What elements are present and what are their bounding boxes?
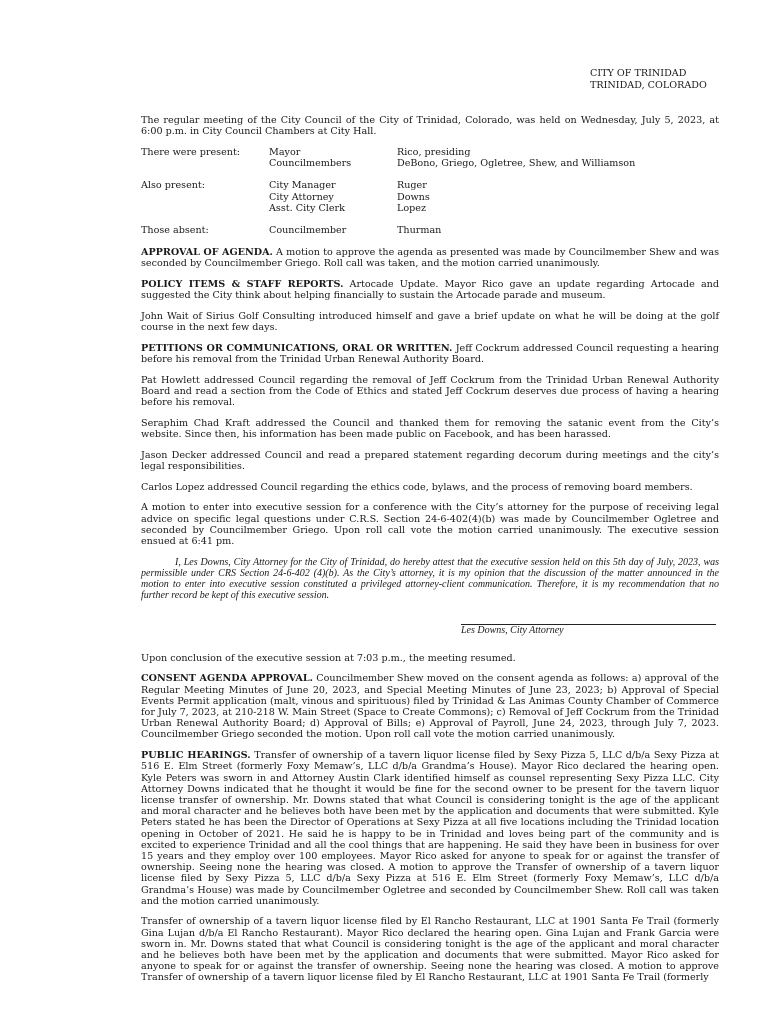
consent-agenda-text: Councilmember Shew moved on the consent agenda as follows: a) approval of the Regular Meeting Minutes of June 20, 2023, and Special Meeting Minutes of June 23, 2023; b) Approval of Special Events Permit application (malt, vinous and spirituous) filed by Trinidad & Las Animas County Chamber of Commerce for July 7, 2023, at 210-218 W. Main Street (Space to Create Commons); c) Removal of Jeff Cockrum from the Trinidad Urban Renewal Authority Board; d) Approval of Bills; e) Approval of Payroll, June 24, 2023, through July 7, 2023. Councilmember Griego seconded the motion. Upon roll call vote the motion carried unanimously. [141,673,719,741]
lopez-paragraph: Carlos Lopez addressed Council regarding the ethics code, bylaws, and the process of removing board members. [141,481,693,493]
attendance-row [141,147,719,158]
attendance-row [141,203,719,214]
attendance-label [141,158,269,169]
header-city: CITY OF TRINIDAD [590,68,687,79]
agenda-approval-text: A motion to approve the agenda as presented was made by Councilmember Shew and was seconded by Councilmember Griego. Roll call was taken, and the motion carried unanimously. [141,247,720,270]
executive-session-motion: A motion to enter into executive session for a conference with the City’s attorney for the purpose of receiving legal advice on specific legal questions under C.R.S. Section 24-6-402(4)(b) was made by Councilmember Ogletree and seconded by Councilmember Griego. Upon roll call vote the motion carried unanimously. The executive session ensued at 6:41 pm. [141,502,719,547]
policy-items-text: Artocade Update. Mayor Rico gave an update regarding Artocade and suggested the City think about helping financially to sustain the Artocade parade and museum. [141,279,719,302]
attendance-label: Those absent: [141,224,209,236]
attendance-row [141,192,719,203]
attendance-row [141,180,719,191]
attendance-role: City Attorney [269,191,334,203]
golf-update-paragraph: John Wait of Sirius Golf Consulting introduced himself and gave a brief update on what he will be doing at the golf course in the next few days. [141,310,719,334]
attendance-table [141,147,719,236]
attendance-role: Asst. City Clerk [269,202,345,214]
agenda-approval-paragraph [141,247,719,269]
attendance-names: Ruger [397,180,427,192]
policy-items-paragraph [141,279,719,301]
intro-paragraph: The regular meeting of the City Council of the City of Trinidad, Colorado, was held on Wednesday, July 5, 2023, at 6:00 p.m. in City Council Chambers at City Hall. [141,115,719,138]
petitions-heading: PETITIONS OR COMMUNICATIONS, ORAL OR WRITTEN. [141,342,453,354]
public-hearings-paragraph [141,750,719,907]
attendance-row [141,225,719,236]
attendance-role: Councilmember [269,224,347,236]
signature-name: Les Downs, City Attorney [461,624,564,636]
absent-group [141,225,719,236]
attendance-role: Mayor [269,146,301,158]
attendance-role: City Manager [269,180,336,192]
public-hearings-heading: PUBLIC HEARINGS. [141,750,251,762]
public-hearings-text: Transfer of ownership of a tavern liquor license filed by Sexy Pizza 5, LLC d/b/a Sexy Pizza at 516 E. Elm Street (formerly Foxy Memaw’s, LLC d/b/a Grandma’s House). Mayor Rico declared the hearing open. Kyle Peters was sworn in and Attorney Austin Clark identified himself as counsel representing Sexy Pizza LLC. City Attorney Downs indicated that he thought it would be fine for the second owner to be present for the tavern liquor license transfer of ownership. Mr. Downs stated that what Council is considering tonight is the age of the applicant and moral character and he believes both have been met by the application and documents that were submitted. Kyle Peters stated he has been the Director of Operations at Sexy Pizza at all five locations including the Trinidad location opening in October of 2021. He said he is happy to be in Trinidad and loves being part of the community and is excited to experience Trinidad and all the cool things that are happening. He said they have been in business for over 15 years and they employ over 100 employees. Mayor Rico asked for anyone to speak for or against the transfer of ownership. Seeing none the hearing was closed. A motion to approve the Transfer of ownership of a tavern liquor license filed by Sexy Pizza 5, LLC d/b/a Sexy Pizza at 516 E. Elm Street (formerly Foxy Memaw’s, LLC d/b/a Grandma’s House) was made by Councilmember Ogletree and seconded by Councilmember Shew. Roll call was taken and the motion carried unanimously. [141,750,719,907]
attorney-attestation: I, Les Downs, City Attorney for the City of Trinidad, do hereby attest that the executive session held on this 5th day of July, 2023, was permissible under CRS Section 24-6-402 (4)(b). As the City’s attorney, it is my opinion that the discussion of the matter announced in the motion to enter into executive session constituted a privileged attorney-client communication. Therefore, it is my recommendation that no further record be kept of this executive session. [141,556,719,602]
consent-agenda-paragraph [141,673,719,740]
petitions-paragraph [141,343,719,365]
decker-paragraph: Jason Decker addressed Council and read a prepared statement regarding decorum during meetings and the city’s legal responsibilities. [141,449,719,472]
attendance-row [141,158,719,169]
attendance-label [141,192,269,203]
attendance-label [141,203,269,214]
policy-items-heading: POLICY ITEMS & STAFF REPORTS. [141,279,344,291]
attendance-names: Rico, presiding [397,146,471,158]
howlett-paragraph: Pat Howlett addressed Council regarding the removal of Jeff Cockrum from the Trinidad Urban Renewal Authority Board and read a section from the Code of Ethics and stated Jeff Cockrum deserves due process of having a hearing before his removal. [141,374,719,409]
attendance-names: Lopez [397,202,427,214]
city-header [590,68,719,91]
also-present-group [141,180,719,214]
attendance-label: Also present: [141,180,206,192]
page-content [141,68,719,993]
agenda-approval-heading: APPROVAL OF AGENDA. [141,247,273,259]
signature-line [461,616,716,625]
present-group [141,147,719,169]
header-state: TRINIDAD, COLORADO [590,79,707,91]
attendance-names: DeBono, Griego, Ogletree, Shew, and Williamson [397,158,636,170]
meeting-resumed-paragraph: Upon conclusion of the executive session at 7:03 p.m., the meeting resumed. [141,652,516,664]
attendance-names: Downs [397,191,430,203]
kraft-paragraph: Seraphim Chad Kraft addressed the Council and thanked them for removing the satanic event from the City’s website. Since then, his information has been made public on Facebook, and has been harassed. [141,417,719,441]
attendance-role: Councilmembers [269,158,352,170]
attendance-names: Thurman [397,224,442,236]
el-rancho-paragraph: Transfer of ownership of a tavern liquor license filed by El Rancho Restaurant, LLC at 1901 Santa Fe Trail (formerly Gina Lujan d/b/a El Rancho Restaurant). Mayor Rico declared the hearing open. Gina Lujan and Frank Garcia were sworn in. Mr. Downs stated that what Council is considering tonight is the age of the applicant and moral character and he believes both have been met by the application and documents that were submitted. Mayor Rico asked for anyone to speak for or against the transfer of ownership. Seeing none the hearing was closed. A motion to approve Transfer of ownership of a tavern liquor license filed by El Rancho Restaurant, LLC at 1901 Santa Fe Trail (formerly [141,916,719,984]
attendance-label: There were present: [141,146,241,158]
petitions-text: Jeff Cockrum addressed Council requesting a hearing before his removal from the Trinidad Urban Renewal Authority Board. [141,342,719,366]
consent-agenda-heading: CONSENT AGENDA APPROVAL. [141,673,313,685]
